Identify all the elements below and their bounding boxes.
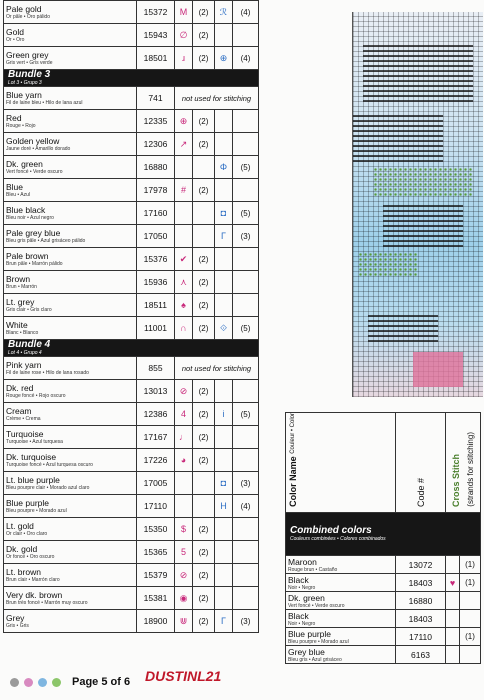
color-code: 18511: [137, 294, 175, 317]
color-code: 15376: [137, 248, 175, 271]
footer-dot-4: [52, 678, 61, 687]
color-row: [4, 1, 259, 24]
color-row: [4, 202, 259, 225]
half-stitch-strands: (4): [233, 47, 259, 70]
cross-stitch-symbol: #: [175, 179, 193, 202]
combined-color-code: 18403: [396, 574, 446, 592]
combined-color-code: 13072: [396, 556, 446, 574]
cross-stitch-strands: (2): [193, 1, 215, 24]
color-row: [4, 133, 259, 156]
half-stitch-strands: (5): [233, 156, 259, 179]
half-stitch-strands: (5): [233, 317, 259, 340]
half-stitch-symbol: [215, 294, 233, 317]
combined-color-row: [286, 574, 481, 592]
half-stitch-strands: [233, 294, 259, 317]
combined-color-row: [286, 646, 481, 664]
color-name-cell: Brown Brun • Marrón: [4, 271, 137, 294]
color-code: 15381: [137, 587, 175, 610]
color-row: [4, 472, 259, 495]
cross-stitch-symbol: 4: [175, 403, 193, 426]
not-used-note: not used for stitching: [175, 357, 259, 380]
cross-stitch-strands: (2): [193, 610, 215, 633]
color-code: 15936: [137, 271, 175, 294]
color-code: 11001: [137, 317, 175, 340]
combined-color-code: 16880: [396, 592, 446, 610]
cross-stitch-strands: (2): [193, 317, 215, 340]
page-footer: [0, 668, 484, 696]
color-name-cell: Gold Or • Oro: [4, 24, 137, 47]
half-stitch-strands: [233, 110, 259, 133]
half-stitch-strands: [233, 518, 259, 541]
color-legend-table: [3, 0, 259, 633]
color-row: [4, 449, 259, 472]
cross-stitch-strands: (2): [193, 24, 215, 47]
half-stitch-symbol: Φ: [215, 156, 233, 179]
half-stitch-strands: [233, 248, 259, 271]
color-name-cell: Blue Bleu • Azul: [4, 179, 137, 202]
color-row: [4, 317, 259, 340]
half-stitch-strands: (4): [233, 495, 259, 518]
cross-stitch-symbol: [175, 225, 193, 248]
combined-color-name: Grey blue Bleu gris • Azul grisáceo: [286, 646, 396, 664]
color-row: [4, 518, 259, 541]
cross-stitch-symbol: ∅: [175, 24, 193, 47]
cross-stitch-strands: (2): [193, 564, 215, 587]
color-row: [4, 47, 259, 70]
half-stitch-strands: [233, 271, 259, 294]
half-stitch-strands: (3): [233, 472, 259, 495]
color-code: 12335: [137, 110, 175, 133]
color-code: 15372: [137, 1, 175, 24]
cross-stitch-symbol: [175, 472, 193, 495]
bundle-header: Bundle 4 Lot 4 • Grupo 4: [4, 340, 259, 357]
combined-strands: (1): [460, 574, 481, 592]
color-name-cell: Lt. blue purple Bleu pourpre clair • Morado azul claro: [4, 472, 137, 495]
half-stitch-symbol: [215, 24, 233, 47]
cross-stitch-strands: (2): [193, 403, 215, 426]
combined-color-row: [286, 592, 481, 610]
combined-color-code: 18403: [396, 610, 446, 628]
cross-stitch-strands: (2): [193, 179, 215, 202]
color-row: [4, 87, 259, 110]
color-name-cell: Lt. grey Gris clair • Gris claro: [4, 294, 137, 317]
color-code: 17110: [137, 495, 175, 518]
color-row: [4, 380, 259, 403]
half-stitch-strands: [233, 133, 259, 156]
color-code: 17167: [137, 426, 175, 449]
cross-stitch-strands: (2): [193, 518, 215, 541]
half-stitch-symbol: [215, 248, 233, 271]
color-name-cell: Pink yarn Fil de laine rose • Hilo de lana rosado: [4, 357, 137, 380]
half-stitch-symbol: ⟐: [215, 317, 233, 340]
combined-color-name: Black Noir • Negro: [286, 574, 396, 592]
color-row: [4, 24, 259, 47]
color-code: 17978: [137, 179, 175, 202]
color-name-cell: Dk. green Vert foncé • Verde oscuro: [4, 156, 137, 179]
color-name-cell: Golden yellow Jaune doré • Amarillo dorado: [4, 133, 137, 156]
cross-stitch-symbol: ♠: [175, 294, 193, 317]
cross-stitch-symbol: 5: [175, 541, 193, 564]
color-code: 15365: [137, 541, 175, 564]
half-stitch-strands: (5): [233, 403, 259, 426]
half-stitch-strands: (3): [233, 225, 259, 248]
color-code: 15379: [137, 564, 175, 587]
cross-stitch-symbol: ♩: [175, 426, 193, 449]
cross-stitch-symbol: ◉: [175, 587, 193, 610]
cross-stitch-strands: (2): [193, 380, 215, 403]
code-header: Code #: [396, 413, 446, 513]
color-code: 13013: [137, 380, 175, 403]
half-stitch-symbol: [215, 564, 233, 587]
cross-stitch-strands: [193, 225, 215, 248]
color-row: [4, 495, 259, 518]
combined-color-code: 17110: [396, 628, 446, 646]
combined-strands: (1): [460, 628, 481, 646]
cross-stitch-symbol: ∩: [175, 317, 193, 340]
combined-symbol: [446, 646, 460, 664]
half-stitch-symbol: i: [215, 403, 233, 426]
color-code: 15943: [137, 24, 175, 47]
half-stitch-strands: [233, 587, 259, 610]
cross-stitch-symbol: ɹ: [175, 47, 193, 70]
color-row: [4, 110, 259, 133]
cross-stitch-symbol: ⋏: [175, 271, 193, 294]
half-stitch-strands: (3): [233, 610, 259, 633]
color-code: 17160: [137, 202, 175, 225]
half-stitch-symbol: [215, 541, 233, 564]
color-name-cell: Red Rouge • Rojo: [4, 110, 137, 133]
cross-stitch-strands: (2): [193, 449, 215, 472]
cross-stitch-chart-preview: [352, 12, 483, 397]
cross-stitch-symbol: ⊕: [175, 110, 193, 133]
bundle-header: Bundle 3 Lot 3 • Grupo 3: [4, 70, 259, 87]
cross-stitch-symbol: M: [175, 1, 193, 24]
half-stitch-symbol: [215, 426, 233, 449]
color-row: [4, 587, 259, 610]
cross-stitch-symbol: ↗: [175, 133, 193, 156]
cross-stitch-strands: (2): [193, 294, 215, 317]
color-name-cell: Pale grey blue Bleu gris pâle • Azul grisáceo pálido: [4, 225, 137, 248]
color-code: 18501: [137, 47, 175, 70]
color-name-cell: Pale gold Or pâle • Oro pálido: [4, 1, 137, 24]
cross-stitch-strands: (2): [193, 426, 215, 449]
combined-color-row: [286, 628, 481, 646]
color-code: 17226: [137, 449, 175, 472]
color-code: 17005: [137, 472, 175, 495]
color-row: [4, 357, 259, 380]
cross-stitch-strands: [193, 472, 215, 495]
half-stitch-symbol: ◘: [215, 472, 233, 495]
bundle-band: [4, 70, 259, 87]
color-row: [4, 179, 259, 202]
cross-stitch-symbol: ⊘: [175, 564, 193, 587]
combined-color-row: [286, 610, 481, 628]
combined-colors-table: [285, 412, 481, 664]
half-stitch-symbol: ◘: [215, 202, 233, 225]
footer-dot-2: [24, 678, 33, 687]
color-code: 741: [137, 87, 175, 110]
color-name-cell: Very dk. brown Brun très foncé • Marrón muy oscuro: [4, 587, 137, 610]
half-stitch-strands: (4): [233, 1, 259, 24]
bundle-band: [4, 340, 259, 357]
watermark: DUSTINL21: [145, 668, 222, 684]
color-name-cell: Lt. gold Or clair • Oro claro: [4, 518, 137, 541]
half-stitch-strands: (5): [233, 202, 259, 225]
color-row: [4, 225, 259, 248]
half-stitch-symbol: [215, 110, 233, 133]
footer-dot-3: [38, 678, 47, 687]
half-stitch-symbol: [215, 449, 233, 472]
page-number: Page 5 of 6: [72, 676, 131, 688]
color-name-cell: Grey Gris • Gris: [4, 610, 137, 633]
color-code: 12306: [137, 133, 175, 156]
half-stitch-symbol: [215, 271, 233, 294]
color-row: [4, 403, 259, 426]
half-stitch-strands: [233, 541, 259, 564]
color-name-cell: Blue purple Bleu pourpre • Morado azul: [4, 495, 137, 518]
color-code: 855: [137, 357, 175, 380]
combined-colors-band: Combined colors Couleurs combinées • Colores combinados: [286, 512, 481, 555]
cross-stitch-strands: [193, 495, 215, 518]
cross-stitch-strands: (2): [193, 248, 215, 271]
combined-color-name: Blue purple Bleu pourpre • Morado azul: [286, 628, 396, 646]
cross-stitch-strands: [193, 202, 215, 225]
combined-color-name: Black Noir • Negro: [286, 610, 396, 628]
cross-stitch-symbol: [175, 202, 193, 225]
combined-symbol: [446, 556, 460, 574]
color-row: [4, 294, 259, 317]
half-stitch-symbol: ⊕: [215, 47, 233, 70]
combined-symbol: ♥: [446, 574, 460, 592]
cross-stitch-strands: (2): [193, 110, 215, 133]
half-stitch-symbol: [215, 587, 233, 610]
half-stitch-symbol: Γ: [215, 610, 233, 633]
half-stitch-symbol: [215, 179, 233, 202]
cross-stitch-symbol: ✔: [175, 248, 193, 271]
cross-stitch-symbol: [175, 156, 193, 179]
combined-strands: (1): [460, 556, 481, 574]
color-name-header: Color Name Couleur • Color: [286, 413, 396, 513]
half-stitch-strands: [233, 179, 259, 202]
half-stitch-strands: [233, 449, 259, 472]
not-used-note: not used for stitching: [175, 87, 259, 110]
color-name-cell: Pale brown Brun pâle • Marrón pálido: [4, 248, 137, 271]
combined-symbol: [446, 592, 460, 610]
color-row: [4, 248, 259, 271]
cross-stitch-strands: (2): [193, 587, 215, 610]
combined-strands: [460, 592, 481, 610]
combined-strands: [460, 610, 481, 628]
cross-stitch-strands: (2): [193, 133, 215, 156]
color-name-cell: Dk. turquoise Turquoise foncé • Azul turquesa oscuro: [4, 449, 137, 472]
half-stitch-symbol: [215, 518, 233, 541]
color-code: 16880: [137, 156, 175, 179]
color-name-cell: Green grey Gris vert • Gris verde: [4, 47, 137, 70]
color-row: [4, 156, 259, 179]
color-row: [4, 271, 259, 294]
color-row: [4, 564, 259, 587]
color-row: [4, 426, 259, 449]
color-code: 17050: [137, 225, 175, 248]
half-stitch-strands: [233, 426, 259, 449]
cross-stitch-symbol: ◕: [175, 449, 193, 472]
color-row: [4, 610, 259, 633]
color-code: 18900: [137, 610, 175, 633]
cross-stitch-symbol: $: [175, 518, 193, 541]
half-stitch-symbol: [215, 380, 233, 403]
cross-stitch-strands: (2): [193, 541, 215, 564]
combined-color-code: 6163: [396, 646, 446, 664]
color-name-cell: Lt. brown Brun clair • Marrón claro: [4, 564, 137, 587]
cross-stitch-strands: (2): [193, 47, 215, 70]
color-name-cell: Cream Crème • Crema: [4, 403, 137, 426]
combined-symbol: [446, 610, 460, 628]
combined-strands: [460, 646, 481, 664]
combined-color-name: Dk. green Vert foncé • Verde oscuro: [286, 592, 396, 610]
color-name-cell: White Blanc • Blanco: [4, 317, 137, 340]
half-stitch-symbol: [215, 133, 233, 156]
cross-stitch-strands: (2): [193, 271, 215, 294]
cross-stitch-symbol: [175, 495, 193, 518]
color-name-cell: Blue yarn Fil de laine bleu • Hilo de lana azul: [4, 87, 137, 110]
combined-symbol: [446, 628, 460, 646]
half-stitch-symbol: H: [215, 495, 233, 518]
half-stitch-strands: [233, 564, 259, 587]
half-stitch-strands: [233, 24, 259, 47]
combined-color-name: Maroon Rouge brun • Castaño: [286, 556, 396, 574]
cross-stitch-symbol: ⊘: [175, 380, 193, 403]
half-stitch-strands: [233, 380, 259, 403]
color-code: 15350: [137, 518, 175, 541]
footer-dot-1: [10, 678, 19, 687]
color-code: 12386: [137, 403, 175, 426]
color-row: [4, 541, 259, 564]
cross-stitch-strands: [193, 156, 215, 179]
cross-stitch-symbol: ⋓: [175, 610, 193, 633]
color-name-cell: Dk. red Rouge foncé • Rojo oscuro: [4, 380, 137, 403]
combined-color-row: [286, 556, 481, 574]
half-stitch-symbol: Γ: [215, 225, 233, 248]
half-stitch-symbol: ℛ: [215, 1, 233, 24]
cross-stitch-header: Cross Stitch (strands for stitching): [446, 413, 481, 513]
color-name-cell: Turquoise Turquoise • Azul turquesa: [4, 426, 137, 449]
color-name-cell: Dk. gold Or foncé • Oro oscuro: [4, 541, 137, 564]
color-name-cell: Blue black Bleu noir • Azul negro: [4, 202, 137, 225]
